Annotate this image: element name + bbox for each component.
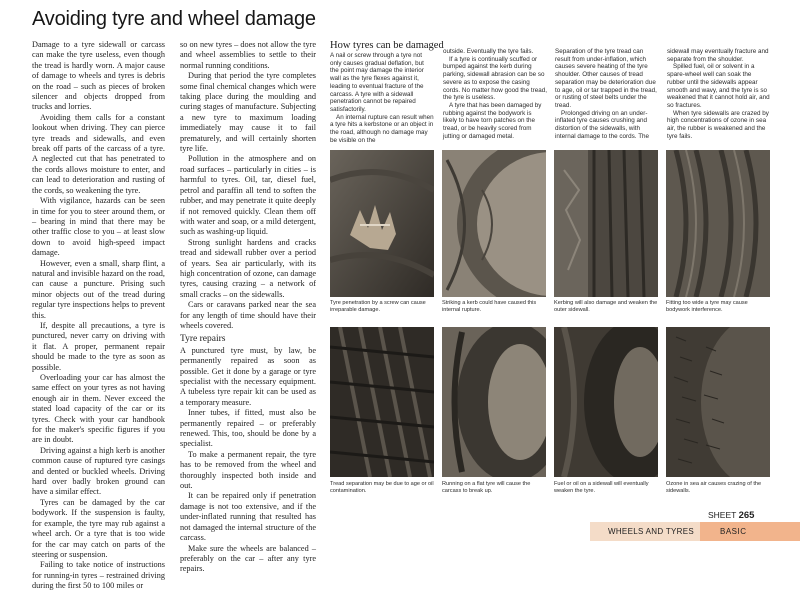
footer-level-background [700, 522, 800, 541]
caption: Kerbing will also damage and weaken the outer sidewall. [554, 300, 658, 313]
paragraph: To make a permanent repair, the tyre has to be removed from the wheel and thoroughly inspected both inside and out. [180, 449, 316, 491]
paragraph: A punctured tyre must, by law, be permanently repaired as soon as possible. Get it done by a garage or tyre specialist with the necessary equipment. A tubeless tyre repair kit can be used as a temporary measure. [180, 345, 316, 407]
photo-kerb-rupture [442, 150, 546, 297]
paragraph: Driving against a high kerb is another common cause of ruptured tyre casings and dented or buckled wheels. Driving hard over badly broken ground can have a similar effect. [32, 445, 165, 497]
photo-fuel-oil-sidewall [554, 327, 658, 477]
paragraph: It can be repaired only if penetration damage is not too extensive, and if the under-inflated running that resulted has not damaged the internal structure of the carcass. [180, 491, 316, 543]
photo-kerbing-sidewall [554, 150, 658, 297]
paragraph: A nail or screw through a tyre not only causes gradual deflation, but the point may damage the interior wall as the tyre flexes against it, leading to eventual fracture of the carcass. A tyre with a sidewall penetration cannot be repaired satisfactorily. [330, 52, 424, 113]
paragraph: Avoiding them calls for a constant lookout when driving. They can pierce tyre treads and sidewalls, and even break off parts of the carcass of a tyre. A neglected cut that has penetrated to the cords allows moisture to enter, and can lead to deterioration and rusting of the cords, so weakening the tyre. [32, 112, 165, 195]
damage-text-column-2 [443, 48, 547, 140]
photo-flat-tyre-carcass [442, 327, 546, 477]
paragraph: Inner tubes, if fitted, must also be permanently repaired – or preferably renewed. This, too, should be done by a specialist. [180, 408, 316, 449]
paragraph: A tyre that has been damaged by rubbing against the bodywork is likely to have torn patches on the tread, or be heavily scored from jutting or damaged metal. [443, 101, 542, 140]
damage-text-column-3 [555, 48, 659, 140]
paragraph: sidewall may eventually fracture and separate from the shoulder. [667, 48, 769, 63]
paragraph: Pollution in the atmosphere and on road surfaces – particularly in cities – is harmful to tyres. Oil, tar, diesel fuel, petrol and paraffin all tend to soften the rubber, and may penetrate it quite deeply if not removed quickly. Clean them off with water and soap, or a mild detergent, such as washing-up liquid. [180, 154, 316, 237]
footer-level: BASIC [720, 527, 747, 536]
footer-section-name: WHEELS AND TYRES [608, 527, 695, 536]
photo-tread-separation [330, 327, 434, 477]
paragraph: so on new tyres – does not allow the tyre and wheel assemblies to settle to their normal running conditions. [180, 40, 316, 70]
section-heading: How tyres can be damaged [330, 40, 444, 51]
paragraph: However, even a small, sharp flint, a natural and invisible hazard on the road, can cause a puncture. Prising such minor objects out of the tread during regular tyre inspections helps to prevent this. [32, 258, 165, 320]
photo-wide-tyre-interference [666, 150, 770, 297]
damage-text-column-4 [667, 48, 771, 140]
paragraph: Spilled fuel, oil or solvent in a spare-wheel well can soak the rubber until the sidewalls appear smooth and wavy, and the tyre is so weakened that it cannot hold air, and so fractures. [667, 63, 770, 109]
sheet-number [708, 510, 754, 521]
sheet-value: 265 [738, 510, 755, 521]
paragraph: If a tyre is continually scuffed or bumped against the kerb during parking, sidewall abrasion can be so severe as to expose the casing cords. No matter how good the tread, the tyre is useless. [443, 55, 547, 102]
paragraph: Make sure the wheels are balanced – preferably on the car – after any tyre repairs. [180, 543, 316, 574]
paragraph: During that period the tyre completes some final chemical changes which were taking place during the moulding and curing stages of manufacture. Subjecting a new tyre to maximum loading immediately may cause it to fail prematurely, and will certainly shorten tyre life. [180, 71, 316, 154]
body-column-2 [180, 40, 316, 575]
subheading-tyre-repairs: Tyre repairs [180, 334, 226, 345]
sheet-label: SHEET [708, 510, 737, 520]
paragraph: An internal rupture can result when a tyre hits a kerbstone or an object in the road, although no damage may be visible on the [330, 113, 434, 144]
paragraph: Damage to a tyre sidewall or carcass can make the tyre useless, even though the tread is hardly worn. A major cause of damage to wheels and tyres is debris on the road – such as pieces of broken silencer and objects dropped from trucks and lorries. [32, 40, 165, 112]
body-column-1 [32, 40, 165, 592]
caption: Ozone in sea air causes crazing of the sidewalls. [666, 481, 762, 494]
paragraph: outside. Eventually the tyre fails. [443, 48, 534, 55]
caption: Fitting too wide a tyre may cause bodywork interference. [666, 300, 748, 313]
damage-text-column-1 [330, 52, 434, 144]
caption: Fuel or oil on a sidewall will eventually weaken the tyre. [554, 481, 649, 494]
paragraph: If, despite all precautions, a tyre is punctured, never carry on driving with it flat. A proper, permanent repair should be made to the tyre as soon as possible. [32, 320, 165, 372]
page-title: Avoiding tyre and wheel damage [32, 8, 316, 30]
paragraph: Cars or caravans parked near the sea for any length of time should have their wheels covered. [180, 300, 316, 330]
paragraph: Strong sunlight hardens and cracks tread and sidewall rubber over a period of years. Sea air particularly, with its high concentration of ozone, can damage tyres, causing crazing – a network of small cracks – on the sidewalls. [180, 237, 316, 299]
paragraph: Separation of the tyre tread can result from under-inflation, which causes severe heating of the tyre shoulder. Other causes of tread separation may be deterioration due to age, oil or tar trapped in the tread, or rusting of steel belts under the tread. [555, 48, 657, 109]
caption: Striking a kerb could have caused this internal rupture. [442, 300, 537, 313]
photo-ozone-crazing [666, 327, 770, 477]
paragraph: Tyres can be damaged by the car bodywork. If the suspension is faulty, for example, the tyre may rub against a wheel arch. Or a tyre that is too wide for the car may catch on parts of the steering or suspension. [32, 497, 165, 559]
paragraph: Overloading your car has almost the same effect on your tyres as not having enough air in them. Never exceed the stated load capacity of the car or its tyres. Check with your car handbook for the maker's specific figures if you are in doubt. [32, 373, 165, 445]
caption: Tyre penetration by a screw can cause irreparable damage. [330, 300, 426, 313]
caption: Tread separation may be due to age or oil contamination. [330, 481, 434, 494]
caption: Running on a flat tyre will cause the carcass to break up. [442, 481, 531, 494]
photo-screw-penetration [330, 150, 434, 297]
paragraph: When tyre sidewalls are crazed by high concentrations of ozone in sea air, the rubber is weakened and the tyre fails. [667, 109, 769, 140]
paragraph: Failing to take notice of instructions for running-in tyres – restrained driving during the first 50 to 100 miles or [32, 560, 165, 591]
paragraph: With vigilance, hazards can be seen in time for you to steer around them, or – bearing in mind that there may be other traffic close to you – at least slow down to avoid high-speed impact damage. [32, 196, 165, 258]
paragraph: Prolonged driving on an under-inflated tyre causes crushing and distortion of the sidewalls, with internal damage to the cords. The [555, 109, 650, 140]
